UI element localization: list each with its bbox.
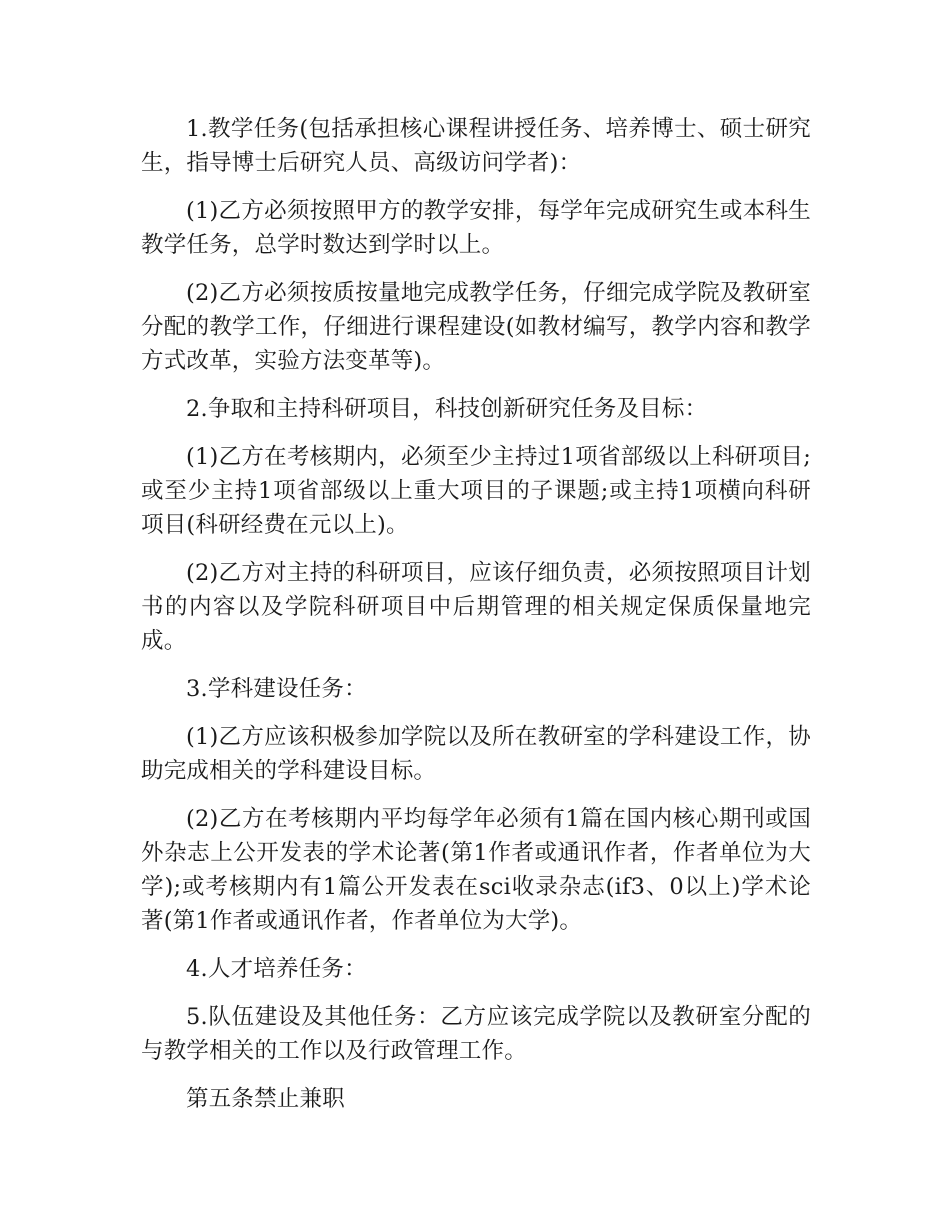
paragraph-talent-task: 4.人才培养任务： (186, 956, 367, 982)
paragraph-teaching-1: (1)乙方必须按照甲方的教学安排，每学年完成研究生或本科生教学任务，总学时数达到学时以上。 (141, 198, 811, 258)
paragraph-team-task: 5.队伍建设及其他任务：乙方应该完成学院以及教研室分配的与教学相关的工作以及行政管理工作。 (141, 1004, 811, 1064)
paragraph-research-1: (1)乙方在考核期内，必须至少主持过1项省部级以上科研项目;或至少主持1项省部级以上重大项目的子课题;或主持1项横向科研项目(科研经费在元以上)。 (141, 444, 811, 538)
paragraph-teaching-task: 1.教学任务(包括承担核心课程讲授任务、培养博士、硕士研究生，指导博士后研究人员、高级访问学者)： (141, 116, 811, 176)
document-page (141, 112, 811, 1130)
paragraph-discipline-2: (2)乙方在考核期内平均每学年必须有1篇在国内核心期刊或国外杂志上公开发表的学术论著(第1作者或通讯作者，作者单位为大学);或考核期内有1篇公开发表在sci收录杂志(if3、0以上)学术论著(第1作者或通讯作者，作者单位为大学)。 (141, 806, 811, 934)
paragraph-discipline-task: 3.学科建设任务： (186, 676, 367, 702)
paragraph-teaching-2: (2)乙方必须按质按量地完成教学任务，仔细完成学院及教研室分配的教学工作，仔细进行课程建设(如教材编写，教学内容和教学方式改革，实验方法变革等)。 (141, 280, 811, 374)
paragraph-article-five: 第五条禁止兼职 (186, 1086, 345, 1112)
paragraph-research-2: (2)乙方对主持的科研项目，应该仔细负责，必须按照项目计划书的内容以及学院科研项目中后期管理的相关规定保质保量地完成。 (141, 560, 811, 654)
paragraph-discipline-1: (1)乙方应该积极参加学院以及所在教研室的学科建设工作，协助完成相关的学科建设目标。 (141, 724, 811, 784)
paragraph-research-task: 2.争取和主持科研项目，科技创新研究任务及目标： (186, 396, 708, 422)
